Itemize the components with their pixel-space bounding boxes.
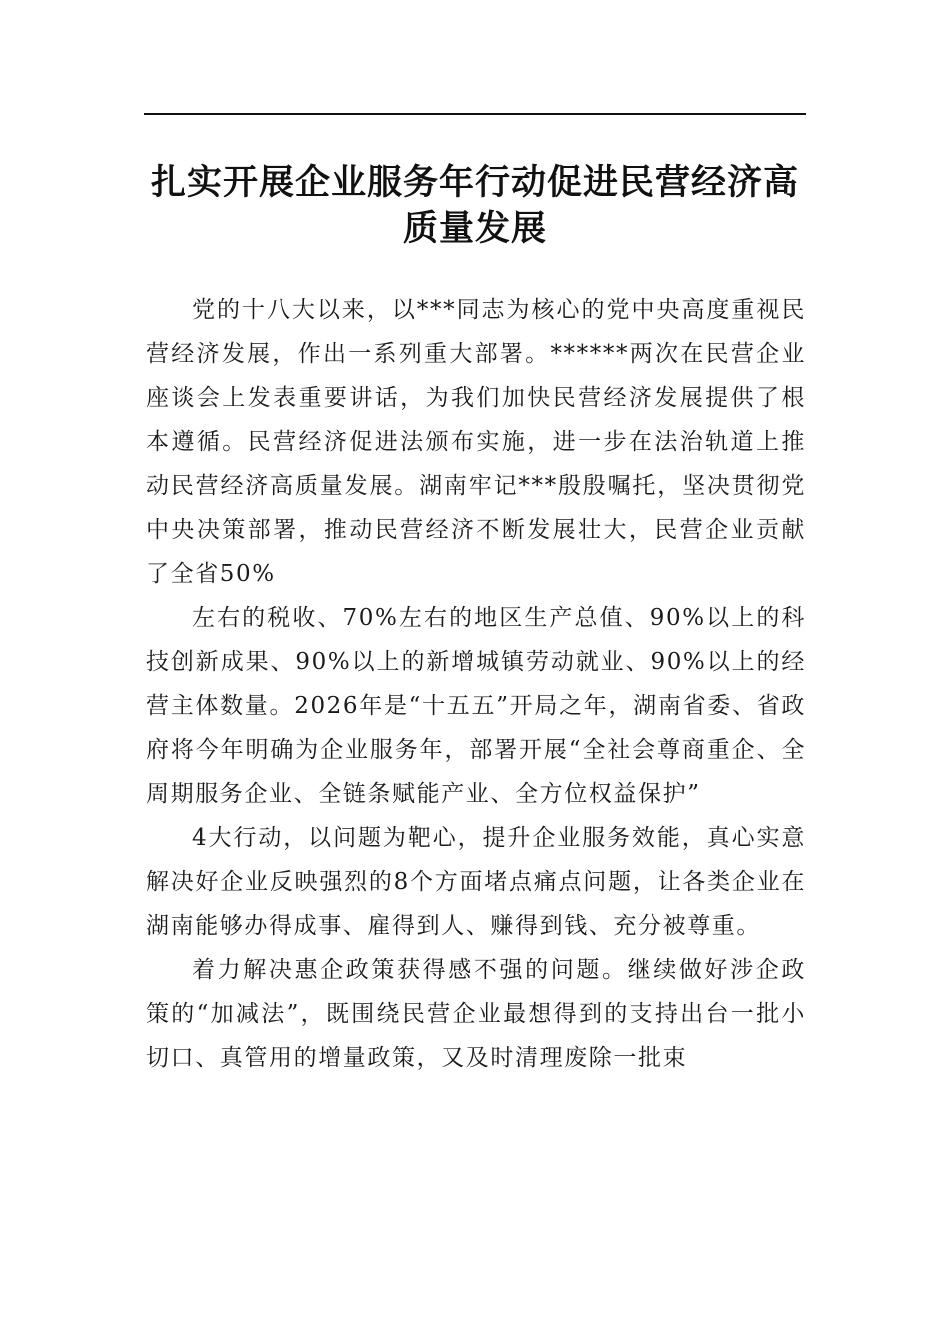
paragraph-3: 4大行动，以问题为靶心，提升企业服务效能，真心实意解决好企业反映强烈的8个方面堵点痛点问题，让各类企业在湖南能够办得成事、雇得到人、赚得到钱、充分被尊重。 [146, 825, 806, 939]
document-title: 扎实开展企业服务年行动促进民营经济高质量发展 [150, 162, 799, 249]
document-body [146, 288, 806, 1080]
paragraph-1: 党的十八大以来，以***同志为核心的党中央高度重视民营经济发展，作出一系列重大部署。******两次在民营企业座谈会上发表重要讲话，为我们加快民营经济发展提供了根本遵循。民营经济促进法颁布实施，进一步在法治轨道上推动民营经济高质量发展。湖南牢记***殷殷嘱托，坚决贯彻党中央决策部署，推动民营经济不断发展壮大，民营企业贡献了全省50% [146, 297, 806, 587]
paragraph-4: 着力解决惠企政策获得感不强的问题。继续做好涉企政策的“加减法”，既围绕民营企业最想得到的支持出台一批小切口、真管用的增量政策，又及时清理废除一批束 [146, 957, 806, 1071]
paragraph-2: 左右的税收、70%左右的地区生产总值、90%以上的科技创新成果、90%以上的新增城镇劳动就业、90%以上的经营主体数量。2026年是“十五五”开局之年，湖南省委、省政府将今年明确为企业服务年，部署开展“全社会尊商重企、全周期服务企业、全链条赋能产业、全方位权益保护” [146, 605, 806, 807]
header-rule [144, 113, 806, 115]
